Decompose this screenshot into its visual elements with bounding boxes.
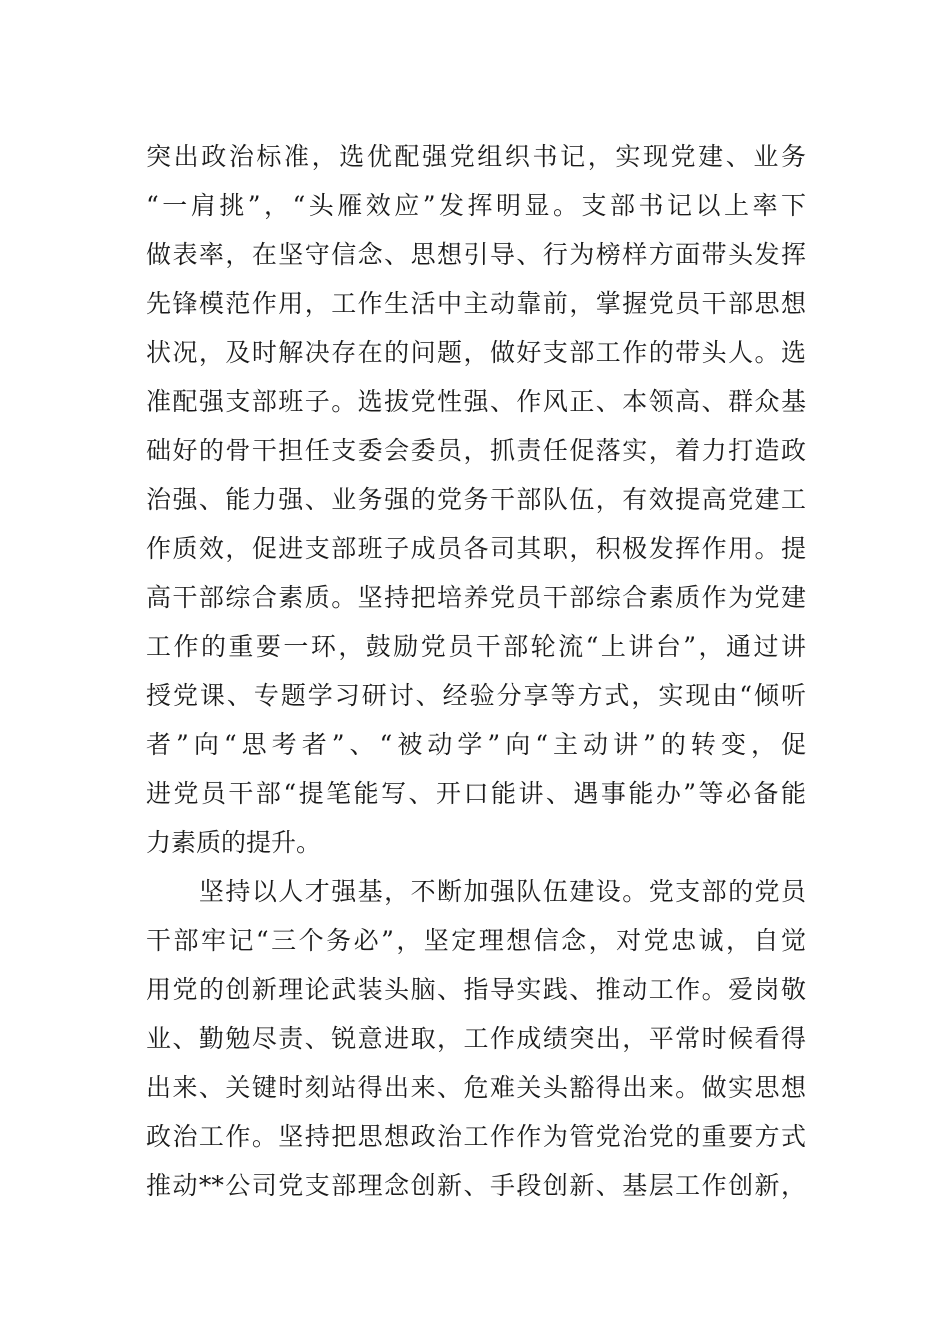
text-line: 用党的创新理论武装头脑、指导实践、推动工作。爱岗敬 xyxy=(146,975,806,1004)
text-line: 力素质的提升。 xyxy=(146,828,322,857)
paragraph-1 xyxy=(146,132,806,867)
text-line: 准配强支部班子。选拔党性强、作风正、本领高、群众基 xyxy=(146,387,806,416)
text-line: 者”向“思考者”、“被动学”向“主动讲”的转变，促 xyxy=(146,730,806,759)
text-line: 工作的重要一环，鼓励党员干部轮流“上讲台”，通过讲 xyxy=(146,632,806,661)
text-line: 推动**公司党支部理念创新、手段创新、基层工作创新， xyxy=(146,1171,806,1200)
text-line: 突出政治标准，选优配强党组织书记，实现党建、业务 xyxy=(146,142,806,171)
text-line: 作质效，促进支部班子成员各司其职，积极发挥作用。提 xyxy=(146,534,806,563)
text-line: 治强、能力强、业务强的党务干部队伍，有效提高党建工 xyxy=(146,485,806,514)
text-line: 础好的骨干担任支委会委员，抓责任促落实，着力打造政 xyxy=(146,436,806,465)
text-line: 业、勤勉尽责、锐意进取，工作成绩突出，平常时候看得 xyxy=(146,1024,806,1053)
document-body xyxy=(146,132,806,1210)
text-line: 授党课、专题学习研讨、经验分享等方式，实现由“倾听 xyxy=(146,681,806,710)
text-line: 高干部综合素质。坚持把培养党员干部综合素质作为党建 xyxy=(146,583,806,612)
text-line: “一肩挑”，“头雁效应”发挥明显。支部书记以上率下 xyxy=(146,191,806,220)
text-line: 先锋模范作用，工作生活中主动靠前，掌握党员干部思想 xyxy=(146,289,806,318)
paragraph-2 xyxy=(146,867,806,1210)
text-line: 坚持以人才强基，不断加强队伍建设。党支部的党员 xyxy=(146,877,806,906)
text-line: 出来、关键时刻站得出来、危难关头豁得出来。做实思想 xyxy=(146,1073,806,1102)
text-line: 干部牢记“三个务必”，坚定理想信念，对党忠诚，自觉 xyxy=(146,926,806,955)
text-line: 做表率，在坚守信念、思想引导、行为榜样方面带头发挥 xyxy=(146,240,806,269)
text-line: 进党员干部“提笔能写、开口能讲、遇事能办”等必备能 xyxy=(146,779,806,808)
text-line: 政治工作。坚持把思想政治工作作为管党治党的重要方式 xyxy=(146,1122,806,1151)
text-line: 状况，及时解决存在的问题，做好支部工作的带头人。选 xyxy=(146,338,806,367)
